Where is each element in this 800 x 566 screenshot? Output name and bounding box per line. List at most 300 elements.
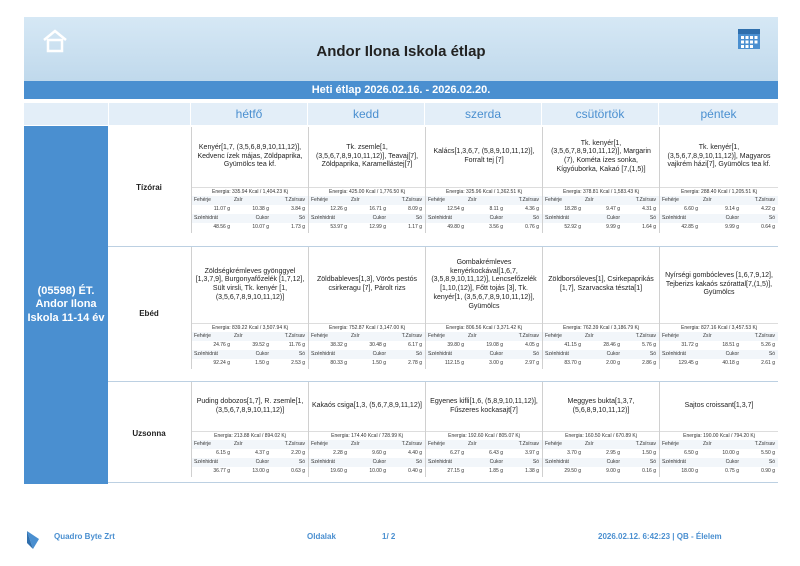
value-zsir: 39.52 g xyxy=(252,342,269,348)
nutrient-row xyxy=(660,205,778,214)
label-feherje: Fehérje xyxy=(194,441,211,447)
value-so: 0.40 g xyxy=(408,468,422,474)
value-feherje: 12.54 g xyxy=(447,206,464,212)
value-zsir: 8.11 g xyxy=(489,206,503,212)
label-feherje: Fehérje xyxy=(545,197,562,203)
label-szenhidrat: Szénhidrát xyxy=(311,215,335,221)
food-description: Meggyes bukta[1,3,7, (5,6,8,9,10,11,12)] xyxy=(567,397,635,414)
label-so: Só xyxy=(649,459,656,465)
food-description: Sajtos croissant[1,3,7] xyxy=(684,402,754,410)
value-tzsirsav: 3.84 g xyxy=(291,206,305,212)
label-cukor: Cukor xyxy=(606,351,620,357)
nutrient-row xyxy=(426,223,542,232)
value-tzsirsav: 5.26 g xyxy=(761,342,775,348)
footer-company: Quadro Byte Zrt xyxy=(54,532,115,541)
label-szenhidrat: Szénhidrát xyxy=(662,351,686,357)
label-so: Só xyxy=(649,215,656,221)
nutrient-row xyxy=(660,449,778,458)
label-cukor: Cukor xyxy=(606,215,620,221)
value-cukor: 9.00 g xyxy=(606,468,620,474)
value-szenhidrat: 80.33 g xyxy=(330,360,347,366)
food-description: Zöldbableves[1,3], Vörös pestós csirkeragu [7], Párolt rizs xyxy=(316,276,417,292)
value-zsir: 19.08 g xyxy=(486,342,503,348)
label-szenhidrat: Szénhidrát xyxy=(194,459,218,465)
label-tzsirsav: T.Zsírsav xyxy=(284,333,305,339)
label-tzsirsav: T.Zsírsav xyxy=(518,333,539,339)
label-tzsirsav: T.Zsírsav xyxy=(284,441,305,447)
food-description: Kenyér[1,7, (3,5,6,8,9,10,11,12)], Kedvenc ízek májas, Zöldpaprika, Gyümölcs tea kf. xyxy=(197,143,303,169)
energy-value: Energia: 378.81 Kcal / 1,583.43 Kj xyxy=(543,187,659,197)
nutrient-row xyxy=(543,205,659,214)
value-szenhidrat: 83.70 g xyxy=(564,360,581,366)
value-cukor: 2.00 g xyxy=(606,360,620,366)
value-cukor: 40.18 g xyxy=(722,360,739,366)
food-description: Gombakrémleves kenyérkockával[1,6,7, (3,5,8,9,10,11,12)], Lencsefőzelék [1,10,(12)], Főtt tojás [3], Tk. kenyér[1, (3,5,6,7,8,9,10,11,12)], Gyümölcs xyxy=(431,258,537,310)
label-szenhidrat: Szénhidrát xyxy=(545,215,569,221)
nutrient-row xyxy=(543,449,659,458)
value-cukor: 9.99 g xyxy=(725,224,739,230)
label-zsir: Zsír xyxy=(234,441,243,447)
value-so: 1.17 g xyxy=(408,224,422,230)
nutrient-row xyxy=(309,467,425,476)
nutrient-row xyxy=(192,467,308,476)
label-feherje: Fehérje xyxy=(545,441,562,447)
energy-value: Energia: 192.60 Kcal / 805.07 Kj xyxy=(426,431,542,441)
day-header-thu: csütörtök xyxy=(542,103,658,125)
value-cukor: 3.00 g xyxy=(489,360,503,366)
label-cukor: Cukor xyxy=(372,215,386,221)
value-tzsirsav: 4.05 g xyxy=(525,342,539,348)
label-so: Só xyxy=(649,351,656,357)
label-feherje: Fehérje xyxy=(428,441,445,447)
nutrient-row xyxy=(309,332,425,341)
food-description: Nyírségi gombócleves [1,6,7,9,12], Tejberizs kakaós szórattal[7,(1,5)], Gyümölcs xyxy=(665,271,773,297)
label-feherje: Fehérje xyxy=(428,197,445,203)
label-szenhidrat: Szénhidrát xyxy=(194,215,218,221)
nutrient-row xyxy=(309,359,425,368)
value-so: 2.78 g xyxy=(408,360,422,366)
label-so: Só xyxy=(415,459,422,465)
label-zsir: Zsír xyxy=(585,441,594,447)
value-cukor: 1.50 g xyxy=(255,360,269,366)
nutrient-row xyxy=(543,350,659,359)
nutrient-row xyxy=(426,205,542,214)
label-szenhidrat: Szénhidrát xyxy=(194,351,218,357)
value-zsir: 10.00 g xyxy=(722,450,739,456)
label-zsir: Zsír xyxy=(585,333,594,339)
label-so: Só xyxy=(532,215,539,221)
nutrient-row xyxy=(426,458,542,467)
label-cukor: Cukor xyxy=(725,351,739,357)
nutrient-row xyxy=(309,223,425,232)
day-header-blank xyxy=(109,103,190,125)
value-feherje: 6.50 g xyxy=(684,450,698,456)
food-description: Kalács[1,3,6,7, (5,8,9,10,11,12)], Forralt tej [7] xyxy=(433,148,535,164)
value-feherje: 11.07 g xyxy=(213,206,230,212)
group-label: (05598) ÉT. Andor Ilona Iskola 11-14 év xyxy=(24,126,108,484)
value-szenhidrat: 18.00 g xyxy=(681,468,698,474)
value-cukor: 10.07 g xyxy=(252,224,269,230)
value-cukor: 10.00 g xyxy=(369,468,386,474)
value-so: 0.90 g xyxy=(761,468,775,474)
label-tzsirsav: T.Zsírsav xyxy=(635,441,656,447)
label-tzsirsav: T.Zsírsav xyxy=(518,441,539,447)
nutrient-row xyxy=(192,440,308,449)
nutrient-row xyxy=(192,350,308,359)
label-feherje: Fehérje xyxy=(311,441,328,447)
value-szenhidrat: 53.97 g xyxy=(330,224,347,230)
value-tzsirsav: 5.76 g xyxy=(642,342,656,348)
energy-value: Energia: 174.40 Kcal / 728.99 Kj xyxy=(309,431,425,441)
week-range: Heti étlap 2026.02.16. - 2026.02.20. xyxy=(24,81,778,99)
menu-cell xyxy=(542,382,659,477)
value-tzsirsav: 11.76 g xyxy=(288,342,305,348)
label-cukor: Cukor xyxy=(372,351,386,357)
label-tzsirsav: T.Zsírsav xyxy=(401,197,422,203)
nutrient-row xyxy=(660,440,778,449)
value-so: 0.64 g xyxy=(761,224,775,230)
energy-value: Energia: 762.39 Kcal / 3,186.79 Kj xyxy=(543,323,659,333)
label-cukor: Cukor xyxy=(489,215,503,221)
label-cukor: Cukor xyxy=(725,215,739,221)
label-szenhidrat: Szénhidrát xyxy=(311,351,335,357)
value-feherje: 6.60 g xyxy=(684,206,698,212)
label-zsir: Zsír xyxy=(703,441,712,447)
label-zsir: Zsír xyxy=(234,333,243,339)
row-divider xyxy=(108,482,778,483)
nutrient-row xyxy=(543,223,659,232)
value-feherje: 12.26 g xyxy=(330,206,347,212)
nutrient-row xyxy=(192,341,308,350)
menu-cell xyxy=(542,247,659,369)
value-so: 0.63 g xyxy=(291,468,305,474)
nutrient-row xyxy=(426,467,542,476)
value-cukor: 12.99 g xyxy=(369,224,386,230)
value-szenhidrat: 42.85 g xyxy=(681,224,698,230)
value-szenhidrat: 36.77 g xyxy=(213,468,230,474)
nutrient-row xyxy=(660,214,778,223)
energy-value: Energia: 752.87 Kcal / 3,147.00 Kj xyxy=(309,323,425,333)
value-so: 2.86 g xyxy=(642,360,656,366)
value-tzsirsav: 4.31 g xyxy=(642,206,656,212)
label-szenhidrat: Szénhidrát xyxy=(428,459,452,465)
label-zsir: Zsír xyxy=(585,197,594,203)
value-so: 2.53 g xyxy=(291,360,305,366)
value-feherje: 24.76 g xyxy=(213,342,230,348)
nutrient-row xyxy=(543,440,659,449)
label-so: Só xyxy=(298,351,305,357)
value-so: 1.73 g xyxy=(291,224,305,230)
label-tzsirsav: T.Zsírsav xyxy=(754,441,775,447)
nutrient-row xyxy=(660,350,778,359)
label-szenhidrat: Szénhidrát xyxy=(311,459,335,465)
value-szenhidrat: 29.50 g xyxy=(564,468,581,474)
label-feherje: Fehérje xyxy=(311,197,328,203)
label-tzsirsav: T.Zsírsav xyxy=(754,197,775,203)
label-szenhidrat: Szénhidrát xyxy=(428,215,452,221)
label-tzsirsav: T.Zsírsav xyxy=(635,197,656,203)
label-cukor: Cukor xyxy=(255,351,269,357)
meal-label-tizorai: Tízórai xyxy=(136,183,162,192)
nutrient-row xyxy=(309,341,425,350)
value-tzsirsav: 5.50 g xyxy=(761,450,775,456)
food-description: Tk. kenyér[1, (3,5,6,7,8,9,10,11,12)], Magyaros vajkrém házi[7], Gyümölcs tea kf. xyxy=(667,143,771,169)
label-cukor: Cukor xyxy=(372,459,386,465)
menu-cell xyxy=(425,382,542,477)
label-feherje: Fehérje xyxy=(428,333,445,339)
label-szenhidrat: Szénhidrát xyxy=(545,459,569,465)
energy-value: Energia: 213.88 Kcal / 894.02 Kj xyxy=(192,431,308,441)
nutrient-row xyxy=(426,440,542,449)
value-cukor: 0.75 g xyxy=(725,468,739,474)
nutrient-row xyxy=(309,458,425,467)
label-szenhidrat: Szénhidrát xyxy=(428,351,452,357)
value-zsir: 9.47 g xyxy=(606,206,620,212)
value-zsir: 18.51 g xyxy=(722,342,739,348)
nutrient-row xyxy=(426,341,542,350)
nutrient-row xyxy=(192,214,308,223)
nutrient-row xyxy=(426,350,542,359)
label-so: Só xyxy=(532,351,539,357)
nutrient-row xyxy=(309,449,425,458)
header-bar xyxy=(24,17,778,81)
value-feherje: 3.70 g xyxy=(567,450,581,456)
label-cukor: Cukor xyxy=(255,215,269,221)
label-tzsirsav: T.Zsírsav xyxy=(401,441,422,447)
footer-page-label: Oldalak xyxy=(307,532,336,541)
value-feherje: 39.80 g xyxy=(447,342,464,348)
value-so: 0.16 g xyxy=(642,468,656,474)
value-zsir: 6.43 g xyxy=(489,450,503,456)
nutrient-row xyxy=(660,341,778,350)
label-zsir: Zsír xyxy=(234,197,243,203)
value-tzsirsav: 1.50 g xyxy=(642,450,656,456)
label-so: Só xyxy=(298,459,305,465)
energy-value: Energia: 425.00 Kcal / 1,776.50 Kj xyxy=(309,187,425,197)
value-zsir: 9.14 g xyxy=(725,206,739,212)
value-cukor: 1.50 g xyxy=(372,360,386,366)
nutrient-row xyxy=(309,205,425,214)
footer-page-number: 1/ 2 xyxy=(382,532,396,541)
menu-cell xyxy=(308,382,425,477)
label-feherje: Fehérje xyxy=(662,197,679,203)
value-so: 1.64 g xyxy=(642,224,656,230)
label-feherje: Fehérje xyxy=(194,197,211,203)
label-cukor: Cukor xyxy=(606,459,620,465)
footer-timestamp: 2026.02.12. 6:42:23 | QB - Élelem xyxy=(598,532,722,541)
value-zsir: 16.71 g xyxy=(369,206,386,212)
value-zsir: 4.37 g xyxy=(255,450,269,456)
value-so: 2.61 g xyxy=(761,360,775,366)
label-zsir: Zsír xyxy=(703,197,712,203)
menu-cell xyxy=(425,127,542,233)
nutrient-row xyxy=(660,359,778,368)
label-feherje: Fehérje xyxy=(311,333,328,339)
label-feherje: Fehérje xyxy=(662,441,679,447)
value-feherje: 6.15 g xyxy=(216,450,230,456)
menu-cell xyxy=(308,127,425,233)
label-so: Só xyxy=(415,351,422,357)
value-tzsirsav: 2.20 g xyxy=(291,450,305,456)
label-cukor: Cukor xyxy=(489,351,503,357)
day-header-wed: szerda xyxy=(425,103,541,125)
nutrient-row xyxy=(426,449,542,458)
page-title: Andor Ilona Iskola étlap xyxy=(316,43,486,60)
value-zsir: 9.60 g xyxy=(372,450,386,456)
nutrient-row xyxy=(426,359,542,368)
label-szenhidrat: Szénhidrát xyxy=(662,215,686,221)
nutrient-row xyxy=(426,332,542,341)
energy-value: Energia: 827.16 Kcal / 3,457.53 Kj xyxy=(660,323,778,333)
value-cukor: 1.85 g xyxy=(489,468,503,474)
quadro-logo-icon xyxy=(24,529,42,551)
value-szenhidrat: 49.80 g xyxy=(447,224,464,230)
value-cukor: 13.00 g xyxy=(252,468,269,474)
label-zsir: Zsír xyxy=(351,441,360,447)
value-tzsirsav: 8.09 g xyxy=(408,206,422,212)
menu-cell xyxy=(191,382,308,477)
day-header-row xyxy=(24,103,778,125)
label-so: Só xyxy=(532,459,539,465)
value-feherje: 38.32 g xyxy=(330,342,347,348)
value-szenhidrat: 27.15 g xyxy=(447,468,464,474)
nutrient-row xyxy=(309,440,425,449)
label-so: Só xyxy=(298,215,305,221)
food-description: Tk. kenyér[1, (3,5,6,7,8,9,10,11,12)], Margarin (7), Kométa ízes sonka, Kígyóuborka, Kakaó [7,(1,5)] xyxy=(551,139,651,173)
label-cukor: Cukor xyxy=(255,459,269,465)
energy-value: Energia: 325.96 Kcal / 1,362.51 Kj xyxy=(426,187,542,197)
nutrient-row xyxy=(192,196,308,205)
value-szenhidrat: 19.60 g xyxy=(330,468,347,474)
value-zsir: 28.46 g xyxy=(603,342,620,348)
food-description: Egyenes kifli[1,6, (5,8,9,10,11,12)], Fűszeres kockasajt[7] xyxy=(430,397,538,414)
label-zsir: Zsír xyxy=(703,333,712,339)
nutrient-row xyxy=(543,458,659,467)
nutrient-row xyxy=(309,196,425,205)
label-feherje: Fehérje xyxy=(194,333,211,339)
energy-value: Energia: 190.00 Kcal / 794.20 Kj xyxy=(660,431,778,441)
nutrient-row xyxy=(192,458,308,467)
energy-value: Energia: 335.94 Kcal / 1,404.23 Kj xyxy=(192,187,308,197)
day-header-fri: péntek xyxy=(659,103,778,125)
energy-value: Energia: 806.56 Kcal / 3,371.42 Kj xyxy=(426,323,542,333)
label-so: Só xyxy=(768,351,775,357)
label-tzsirsav: T.Zsírsav xyxy=(284,197,305,203)
energy-value: Energia: 160.50 Kcal / 670.89 Kj xyxy=(543,431,659,441)
nutrient-row xyxy=(309,350,425,359)
value-so: 2.97 g xyxy=(525,360,539,366)
day-header-blank xyxy=(24,103,108,125)
label-tzsirsav: T.Zsírsav xyxy=(401,333,422,339)
label-so: Só xyxy=(415,215,422,221)
nutrient-row xyxy=(426,214,542,223)
energy-value: Energia: 839.22 Kcal / 3,507.94 Kj xyxy=(192,323,308,333)
nutrient-row xyxy=(543,359,659,368)
value-feherje: 41.15 g xyxy=(564,342,581,348)
value-cukor: 9.99 g xyxy=(606,224,620,230)
food-description: Kakaós csiga[1,3, (5,6,7,8,9,11,12)] xyxy=(312,402,422,410)
label-feherje: Fehérje xyxy=(662,333,679,339)
value-feherje: 18.28 g xyxy=(564,206,581,212)
nutrient-row xyxy=(192,359,308,368)
label-szenhidrat: Szénhidrát xyxy=(545,351,569,357)
value-feherje: 31.72 g xyxy=(681,342,698,348)
label-so: Só xyxy=(768,215,775,221)
food-description: Zöldborsóleves[1], Csirkepaprikás [1,7], Szarvacska tészta[1] xyxy=(548,276,654,292)
day-header-mon: hétfő xyxy=(191,103,307,125)
menu-cell xyxy=(659,127,778,233)
nutrient-row xyxy=(660,467,778,476)
menu-cell xyxy=(191,127,308,233)
food-description: Puding dobozos[1,7], R. zsemle[1, (3,5,6,7,8,9,10,11,12)] xyxy=(196,397,304,414)
menu-cell xyxy=(659,382,778,477)
calendar-icon[interactable] xyxy=(737,27,761,51)
value-tzsirsav: 3.97 g xyxy=(525,450,539,456)
value-tzsirsav: 4.36 g xyxy=(525,206,539,212)
value-zsir: 30.48 g xyxy=(369,342,386,348)
value-tzsirsav: 4.22 g xyxy=(761,206,775,212)
value-tzsirsav: 6.17 g xyxy=(408,342,422,348)
menu-cell xyxy=(308,247,425,369)
nutrient-row xyxy=(192,449,308,458)
nutrient-row xyxy=(660,196,778,205)
nutrient-row xyxy=(543,341,659,350)
nutrient-row xyxy=(543,467,659,476)
value-szenhidrat: 52.92 g xyxy=(564,224,581,230)
value-cukor: 3.56 g xyxy=(489,224,503,230)
nutrient-row xyxy=(660,332,778,341)
value-feherje: 2.28 g xyxy=(333,450,347,456)
meal-label-uzsonna: Uzsonna xyxy=(132,429,166,438)
nutrient-row xyxy=(543,214,659,223)
nutrient-row xyxy=(192,332,308,341)
value-szenhidrat: 48.56 g xyxy=(213,224,230,230)
menu-cell xyxy=(659,247,778,369)
label-tzsirsav: T.Zsírsav xyxy=(518,197,539,203)
label-tzsirsav: T.Zsírsav xyxy=(635,333,656,339)
value-zsir: 2.95 g xyxy=(606,450,620,456)
value-szenhidrat: 92.24 g xyxy=(213,360,230,366)
label-zsir: Zsír xyxy=(468,333,477,339)
label-szenhidrat: Szénhidrát xyxy=(662,459,686,465)
menu-cell xyxy=(542,127,659,233)
menu-cell xyxy=(425,247,542,369)
food-description: Tk. zsemle[1, (3,5,6,7,8,9,10,11,12)], Teavaj[7], Zöldpaprika, Karamellástej[7] xyxy=(315,143,419,169)
value-szenhidrat: 112.15 g xyxy=(444,360,464,366)
label-tzsirsav: T.Zsírsav xyxy=(754,333,775,339)
nutrient-row xyxy=(543,332,659,341)
label-cukor: Cukor xyxy=(725,459,739,465)
label-zsir: Zsír xyxy=(351,197,360,203)
meal-label-ebed: Ebéd xyxy=(139,309,159,318)
value-szenhidrat: 129.45 g xyxy=(678,360,698,366)
value-tzsirsav: 4.40 g xyxy=(408,450,422,456)
value-feherje: 6.27 g xyxy=(450,450,464,456)
label-zsir: Zsír xyxy=(468,197,477,203)
value-so: 1.38 g xyxy=(525,468,539,474)
nutrient-row xyxy=(660,223,778,232)
food-description: Zöldségkrémleves gyönggyel [1,3,7,9], Burgonyafőzelék [1,7,12], Sült virsli, Tk. kenyér [1,(3,5,6,7,8,9,10,11,12)] xyxy=(195,267,305,301)
label-so: Só xyxy=(768,459,775,465)
label-feherje: Fehérje xyxy=(545,333,562,339)
menu-cell xyxy=(191,247,308,369)
day-header-tue: kedd xyxy=(308,103,424,125)
nutrient-row xyxy=(309,214,425,223)
nutrient-row xyxy=(426,196,542,205)
label-zsir: Zsír xyxy=(468,441,477,447)
energy-value: Energia: 288.40 Kcal / 1,205.51 Kj xyxy=(660,187,778,197)
value-zsir: 10.38 g xyxy=(252,206,269,212)
